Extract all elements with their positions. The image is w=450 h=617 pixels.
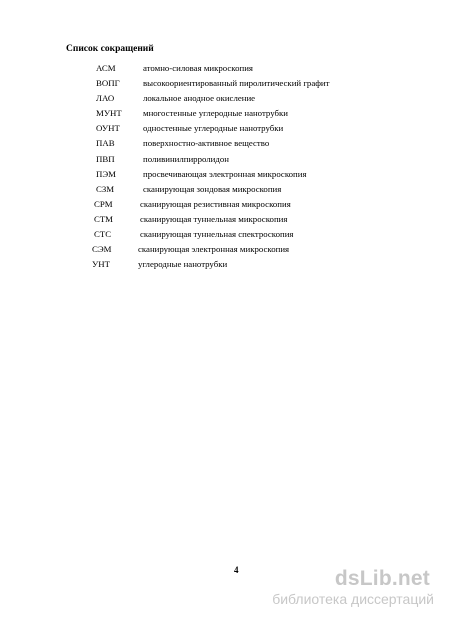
abbreviation-row: [0, 122, 450, 137]
abbreviation-row: [0, 213, 450, 228]
abbreviation-definition: поверхностно-активное вещество: [143, 138, 270, 149]
abbreviation-definition: высокоориентированный пиролитический графит: [143, 78, 330, 89]
abbreviation-definition: поливинилпирролидон: [143, 153, 229, 164]
abbreviation-row: [0, 153, 450, 168]
abbreviation-code: МУНТ: [96, 108, 122, 119]
abbreviation-row: [0, 228, 450, 243]
page-title: Список сокращений: [66, 44, 154, 54]
abbreviation-definition: многостенные углеродные нанотрубки: [143, 108, 288, 119]
abbreviation-code: СЭМ: [92, 244, 112, 255]
abbreviation-definition: сканирующая туннельная микроскопия: [140, 213, 288, 224]
watermark: [248, 567, 438, 609]
abbreviation-row: [0, 258, 450, 273]
abbreviation-definition: сканирующая туннельная спектроскопия: [140, 229, 294, 240]
abbreviation-code: ПЭМ: [96, 168, 116, 179]
abbreviation-row: [0, 243, 450, 258]
abbreviation-row: [0, 198, 450, 213]
abbreviation-code: АСМ: [96, 63, 116, 73]
abbreviation-definition: одностенные углеродные нанотрубки: [143, 123, 284, 134]
abbreviation-code: ЛАО: [96, 93, 115, 104]
abbreviation-row: [0, 62, 450, 77]
abbreviation-code: ПАВ: [96, 138, 115, 149]
abbreviation-code: СРМ: [94, 198, 113, 209]
abbreviation-row: [0, 137, 450, 152]
abbreviation-code: УНТ: [92, 259, 110, 270]
watermark-tagline: библиотека диссертаций: [272, 591, 434, 607]
abbreviation-definition: сканирующая резистивная микроскопия: [140, 198, 291, 209]
page-number: 4: [234, 565, 239, 575]
abbreviation-code: СТМ: [94, 213, 113, 224]
abbreviation-row: [0, 168, 450, 183]
abbreviation-code: СТС: [94, 229, 112, 240]
abbreviation-definition: углеродные нанотрубки: [138, 259, 228, 270]
abbreviation-row: [0, 92, 450, 107]
watermark-brand: dsLib.net: [334, 567, 430, 590]
abbreviation-code: СЗМ: [96, 183, 115, 194]
abbreviation-definition: локальное анодное окисление: [143, 93, 256, 104]
abbreviation-row: [0, 77, 450, 92]
abbreviation-definition: атомно-силовая микроскопия: [143, 63, 253, 73]
abbreviation-definition: сканирующая электронная микроскопия: [138, 244, 290, 255]
abbreviation-definition: просвечивающая электронная микроскопия: [143, 168, 307, 179]
abbreviation-list: [0, 62, 450, 273]
abbreviation-code: ПВП: [96, 153, 115, 164]
abbreviation-row: [0, 183, 450, 198]
abbreviation-code: ВОПГ: [96, 78, 120, 89]
abbreviation-definition: сканирующая зондовая микроскопия: [143, 183, 282, 194]
abbreviation-code: ОУНТ: [96, 123, 120, 134]
abbreviation-row: [0, 107, 450, 122]
